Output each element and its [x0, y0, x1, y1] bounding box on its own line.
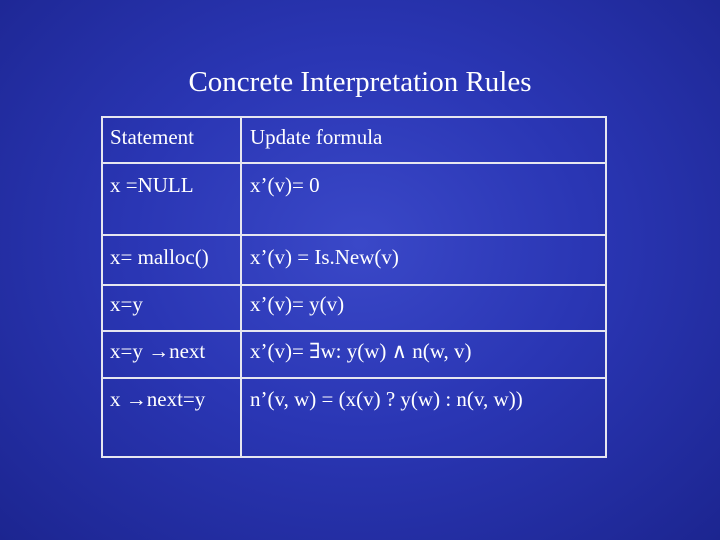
row-separator	[103, 234, 605, 236]
row-statement: x →next=y	[110, 387, 206, 411]
header-statement: Statement	[110, 125, 194, 149]
slide-title: Concrete Interpretation Rules	[188, 66, 532, 98]
row-formula: x’(v) = Is.New(v)	[250, 245, 399, 269]
column-divider	[240, 118, 242, 456]
row-separator	[103, 284, 605, 286]
row-statement: x=y	[110, 292, 143, 316]
row-formula: x’(v)= y(v)	[250, 292, 345, 316]
row-separator	[103, 162, 605, 164]
row-formula: x’(v)= ∃w: y(w) ∧ n(w, v)	[250, 339, 472, 363]
header-update-formula: Update formula	[250, 125, 383, 149]
rules-table	[101, 116, 607, 458]
row-statement: x=y →next	[110, 339, 206, 363]
row-separator	[103, 377, 605, 379]
row-separator	[103, 330, 605, 332]
row-formula: n’(v, w) = (x(v) ? y(w) : n(v, w))	[250, 387, 523, 411]
row-formula: x’(v)= 0	[250, 173, 320, 197]
row-statement: x= malloc()	[110, 245, 209, 269]
row-statement: x =NULL	[110, 173, 194, 197]
